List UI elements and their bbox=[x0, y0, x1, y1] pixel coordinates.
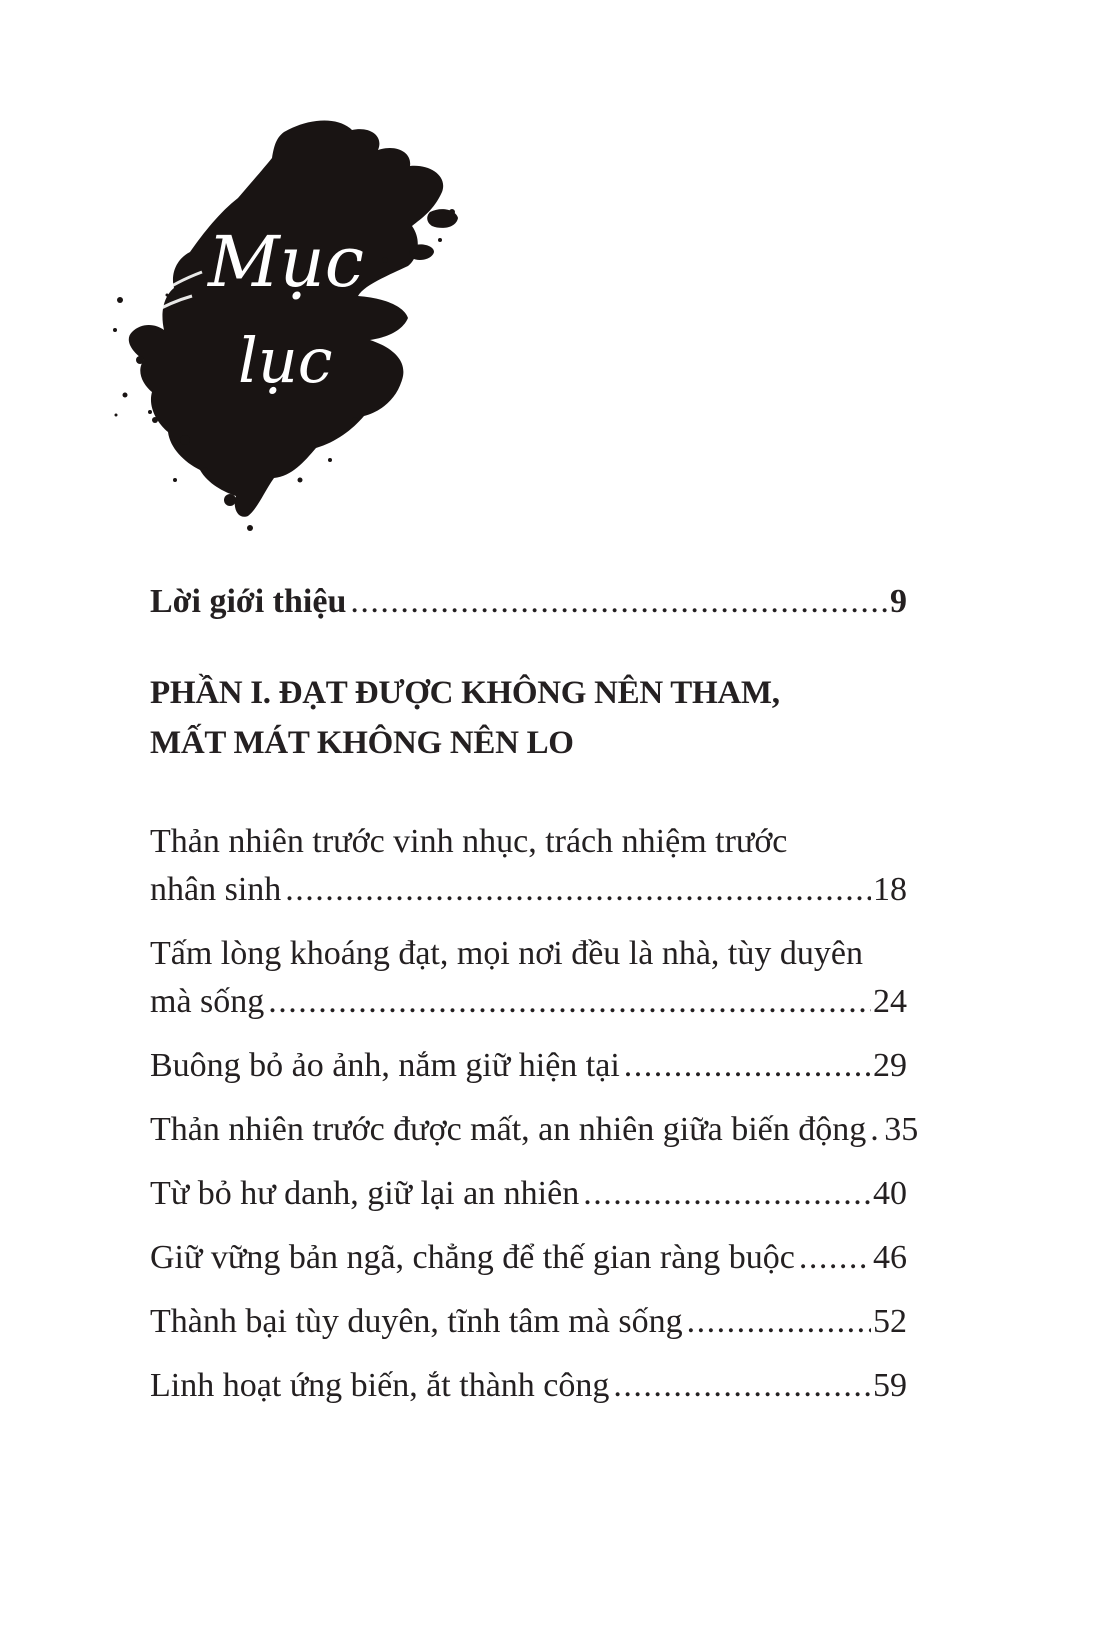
page-number: 40 bbox=[873, 1175, 907, 1212]
page-number: 24 bbox=[873, 983, 907, 1020]
dot-leader bbox=[687, 1298, 871, 1346]
muc-luc-ink-stamp bbox=[112, 100, 464, 536]
page-number: 35 bbox=[884, 1111, 919, 1148]
page-number: 9 bbox=[890, 583, 907, 620]
toc-intro-entry bbox=[150, 578, 907, 626]
page-number: 29 bbox=[873, 1047, 907, 1084]
toc-intro-title: Lời giới thiệu bbox=[150, 583, 347, 620]
part-heading bbox=[150, 668, 907, 768]
toc-entry bbox=[150, 1106, 919, 1154]
toc-entry-text: mà sống bbox=[150, 983, 265, 1020]
table-of-contents bbox=[150, 578, 919, 1426]
toc-entry bbox=[150, 1170, 907, 1218]
part-heading-line1: PHẦN I. ĐẠT ĐƯỢC KHÔNG NÊN THAM, bbox=[150, 675, 780, 711]
toc-entry-text: Từ bỏ hư danh, giữ lại an nhiên bbox=[150, 1175, 580, 1212]
toc-entry bbox=[150, 930, 907, 1026]
toc-entries bbox=[150, 818, 919, 1410]
muc-luc-calligraphy-word1: Mục bbox=[208, 221, 364, 303]
toc-entry bbox=[150, 1362, 907, 1410]
page-number: 18 bbox=[873, 871, 907, 908]
toc-entry-text: Buông bỏ ảo ảnh, nắm giữ hiện tại bbox=[150, 1047, 620, 1084]
dot-leader bbox=[799, 1234, 871, 1282]
toc-entry bbox=[150, 818, 907, 914]
page-number: 52 bbox=[873, 1303, 907, 1340]
dot-leader bbox=[870, 1106, 882, 1154]
dot-leader bbox=[285, 866, 871, 914]
toc-entry-text: Thản nhiên trước được mất, an nhiên giữa biến động bbox=[150, 1111, 867, 1148]
toc-entry-text: Thành bại tùy duyên, tĩnh tâm mà sống bbox=[150, 1303, 683, 1340]
ink-blob-graphic bbox=[112, 100, 464, 536]
ink-blob-shape bbox=[129, 120, 443, 516]
page-number: 59 bbox=[873, 1367, 907, 1404]
toc-entry-text: Tấm lòng khoáng đạt, mọi nơi đều là nhà, tùy duyên bbox=[150, 935, 863, 972]
toc-entry-text: Linh hoạt ứng biến, ắt thành công bbox=[150, 1367, 610, 1404]
toc-entry-text: Thản nhiên trước vinh nhục, trách nhiệm trước bbox=[150, 823, 788, 860]
page-number: 46 bbox=[873, 1239, 907, 1276]
dot-leader bbox=[350, 578, 888, 626]
dot-leader bbox=[613, 1362, 871, 1410]
dot-leader bbox=[268, 978, 871, 1026]
toc-entry bbox=[150, 1234, 907, 1282]
toc-entry-text: nhân sinh bbox=[150, 871, 282, 908]
toc-entry-text: Giữ vững bản ngã, chẳng để thế gian ràng buộc bbox=[150, 1239, 795, 1276]
toc-entry bbox=[150, 1298, 907, 1346]
muc-luc-calligraphy-word2: lục bbox=[238, 324, 333, 397]
dot-leader bbox=[624, 1042, 871, 1090]
toc-entry bbox=[150, 1042, 907, 1090]
part-heading-line2: MẤT MÁT KHÔNG NÊN LO bbox=[150, 725, 574, 761]
dot-leader bbox=[583, 1170, 871, 1218]
